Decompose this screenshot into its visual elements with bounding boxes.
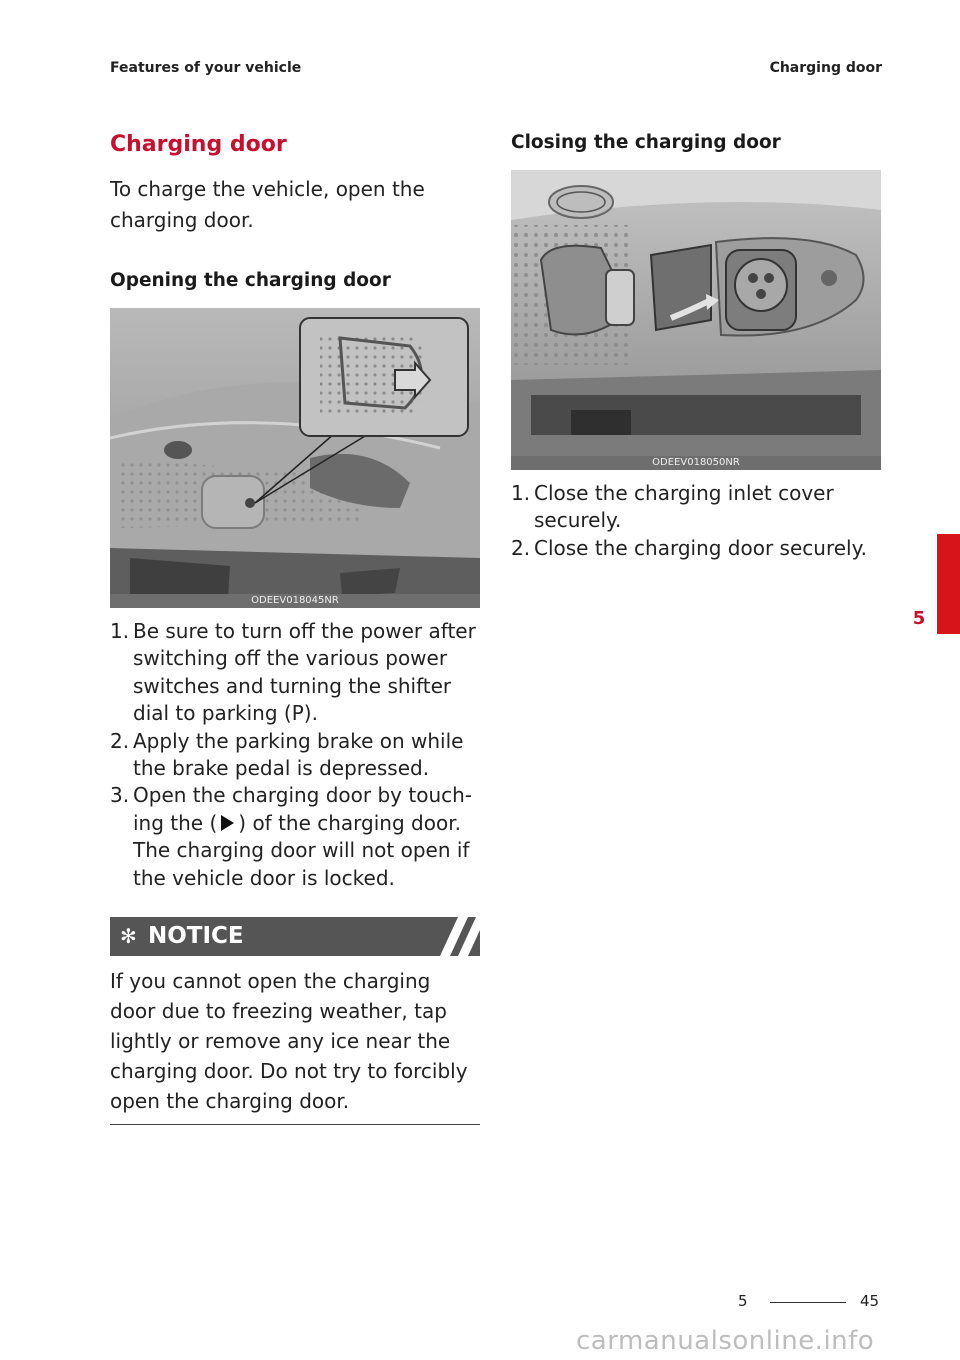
list-item: 2. Close the charging door securely. (511, 535, 867, 560)
opening-steps (110, 618, 482, 892)
list-item: 2. Apply the parking brake on while the brake pedal is depressed. (110, 728, 464, 781)
opening-title: Opening the charging door (110, 270, 391, 291)
closing-title: Closing the charging door (511, 132, 781, 153)
notice-banner (110, 917, 480, 956)
notice-label: NOTICE (148, 923, 244, 949)
closing-steps (511, 480, 891, 562)
figure-code: ODEEV018050NR (511, 456, 881, 470)
running-header-right: Charging door (769, 60, 882, 76)
watermark: carmanualsonline.info (576, 1326, 875, 1356)
diagonal-stripes-icon (420, 917, 480, 956)
page-number: 45 (860, 1292, 880, 1310)
list-item: 1. Close the charging inlet cover securely. (511, 481, 834, 533)
opening-figure (110, 308, 480, 608)
footer-rule (770, 1302, 846, 1303)
car-front-illustration (110, 308, 480, 608)
list-item: 3. Open the charging door by touch-ing the ( ) of the charging door. The charging door will not open if the vehicle door is locked. (110, 783, 473, 890)
chapter-tab-number: 5 (912, 608, 926, 629)
footer-section-number: 5 (738, 1292, 748, 1310)
running-header-left: Features of your vehicle (110, 60, 302, 76)
figure-code: ODEEV018045NR (110, 594, 480, 608)
notice-text: If you cannot open the charging door due to freezing weather, tap lightly or remove any ice near the charging door. Do not try to forcibly open the charging door. (110, 969, 468, 1113)
list-item: 1. Be sure to turn off the power after switching off the various power switches and turning the shifter dial to parking (P). (110, 619, 476, 726)
section-title: Charging door (110, 132, 287, 157)
play-triangle-icon (221, 815, 234, 831)
asterisk-icon: ✻ (120, 924, 137, 948)
charging-port-illustration (511, 170, 881, 470)
chapter-tab (937, 534, 960, 634)
divider (110, 1124, 480, 1125)
closing-figure (511, 170, 881, 470)
section-intro: To charge the vehicle, open the charging door. (110, 177, 425, 232)
